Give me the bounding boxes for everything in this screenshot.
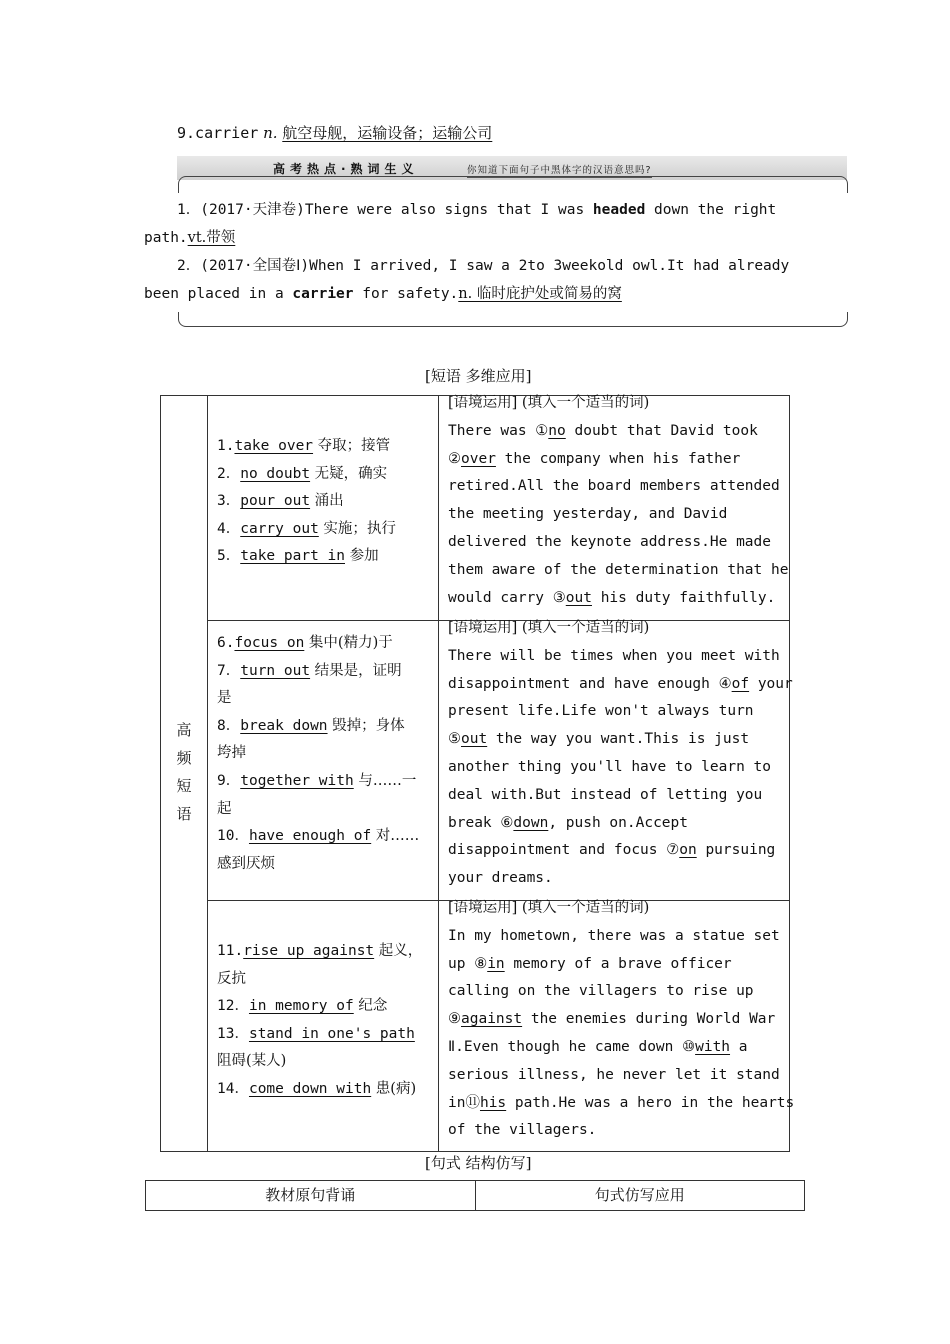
hot-spot-hint: 你知道下面句子中黑体字的汉语意思吗? <box>467 162 652 178</box>
answer-blank: no <box>548 422 566 439</box>
list-item: 5．take part in 参加 <box>217 548 379 565</box>
answer-blank: over <box>461 450 496 467</box>
answer-blank: down <box>513 814 549 831</box>
example-text: 1．(2017·天津卷)There were also signs that I was <box>177 202 593 218</box>
example-text: been placed in a <box>144 286 293 302</box>
answer-blank: his <box>479 1094 507 1111</box>
vocab-pos: n. <box>263 124 278 142</box>
bracket-top <box>178 176 848 193</box>
list-item: 12．in memory of 纪念 <box>217 998 388 1015</box>
section-title-sentences: [句式 结构仿写] <box>425 1154 532 1172</box>
table-header-original: 教材原句背诵 <box>146 1181 476 1210</box>
list-item-cont: 起 <box>217 800 232 817</box>
list-item-cont: 反抗 <box>217 970 246 987</box>
category-char: 短 <box>176 777 192 795</box>
phrase-list-3 <box>217 938 439 1104</box>
example-2 <box>144 252 804 308</box>
example-text: path. <box>144 230 188 246</box>
list-item: 14．come down with 患(病) <box>217 1080 417 1097</box>
example-1 <box>144 196 804 252</box>
answer-blank: against <box>461 1011 523 1028</box>
section-title-phrases: [短语 多维应用] <box>425 367 532 385</box>
list-item: 7．turn out 结果是，证明 <box>217 662 402 679</box>
context-exercise-3: [语境运用] (填入一个适当的词) In my hometown, there was a statue set up ⑧in memory of a brave officer calling on the villagers to rise up ⑨against the enemies during World War Ⅱ.Even though he came down ⑩with a serious illness, he never let it stand in⑪his path.He was a hero in the hearts of the villagers. <box>448 895 793 1145</box>
list-item: 9．together with 与……一 <box>217 772 417 789</box>
list-item: 2．no doubt 无疑，确实 <box>217 465 388 482</box>
list-item: 13．stand in one's path <box>217 1025 415 1042</box>
bracket-bottom <box>178 312 848 327</box>
list-item: 4．carry out 实施；执行 <box>217 520 396 537</box>
sentence-table <box>145 1180 805 1211</box>
list-item-cont: 是 <box>217 690 232 707</box>
example-answer: n. 临时庇护处或简易的窝 <box>458 286 622 302</box>
context-exercise-2: [语境运用] (填入一个适当的词) There will be times when you meet with disappointment and have enough ④of your present life.Life won't always turn ⑤out the way you want.This is just another thing you'll have to learn to deal with.But instead of letting you break ⑥down, push on.Accept disappointment and focus ⑦on pursuing your dreams. <box>448 615 793 893</box>
category-char: 高 <box>176 721 192 739</box>
answer-blank: in <box>487 955 505 972</box>
vocab-item-9 <box>177 122 492 143</box>
vocab-meaning: 航空母舰，运输设备；运输公司 <box>282 124 493 142</box>
phrase-table <box>160 395 795 1152</box>
answer-blank: out <box>565 589 592 606</box>
context-heading: [语境运用] (填入一个适当的词) <box>448 620 650 636</box>
example-bold-word: carrier <box>292 286 354 302</box>
example-text: down the right <box>645 202 777 218</box>
context-heading: [语境运用] (填入一个适当的词) <box>448 395 650 411</box>
list-item: 1.take over 夺取；接管 <box>217 438 391 454</box>
phrase-list-2 <box>217 630 439 878</box>
list-item: 8．break down 毁掉；身体 <box>217 717 405 734</box>
answer-blank: out <box>461 731 488 748</box>
answer-blank: with <box>695 1038 731 1055</box>
category-char: 频 <box>176 749 192 767</box>
list-item-cont: 阻碍(某人) <box>217 1053 287 1070</box>
category-label <box>161 716 207 828</box>
context-heading: [语境运用] (填入一个适当的词) <box>448 900 650 916</box>
list-item-cont: 垮掉 <box>217 745 246 762</box>
table-divider <box>207 396 208 1151</box>
answer-blank: of <box>731 675 750 692</box>
table-header-imitation: 句式仿写应用 <box>594 1186 685 1204</box>
context-exercise-1: [语境运用] (填入一个适当的词) There was ①no doubt that David took ②over the company when his father retired.All the board members attended the meeting yesterday, and David delivered the keynote address.He made them aware of the determination that he would carry ③out his duty faithfully. <box>448 390 793 612</box>
answer-blank: on <box>679 842 697 859</box>
hot-spot-title: 高考热点·熟词生义 <box>273 162 419 176</box>
list-item: 11.rise up against 起义， <box>217 943 423 959</box>
phrase-list-1 <box>217 433 439 571</box>
list-item: 10．have enough of 对…… <box>217 828 420 845</box>
list-item: 3．pour out 涌出 <box>217 493 344 510</box>
example-text: for safety. <box>353 286 459 302</box>
list-item: 6.focus on 集中(精力)于 <box>217 635 393 651</box>
category-char: 语 <box>176 805 192 823</box>
example-bold-word: headed <box>592 202 646 218</box>
example-text: 2．(2017·全国卷Ⅰ)When I arrived, I saw a 2to 3weekold owl.It had already <box>177 258 790 274</box>
vocab-word: 9.carrier <box>177 124 259 142</box>
example-answer: vt.带领 <box>187 230 236 246</box>
list-item-cont: 感到厌烦 <box>217 855 275 872</box>
